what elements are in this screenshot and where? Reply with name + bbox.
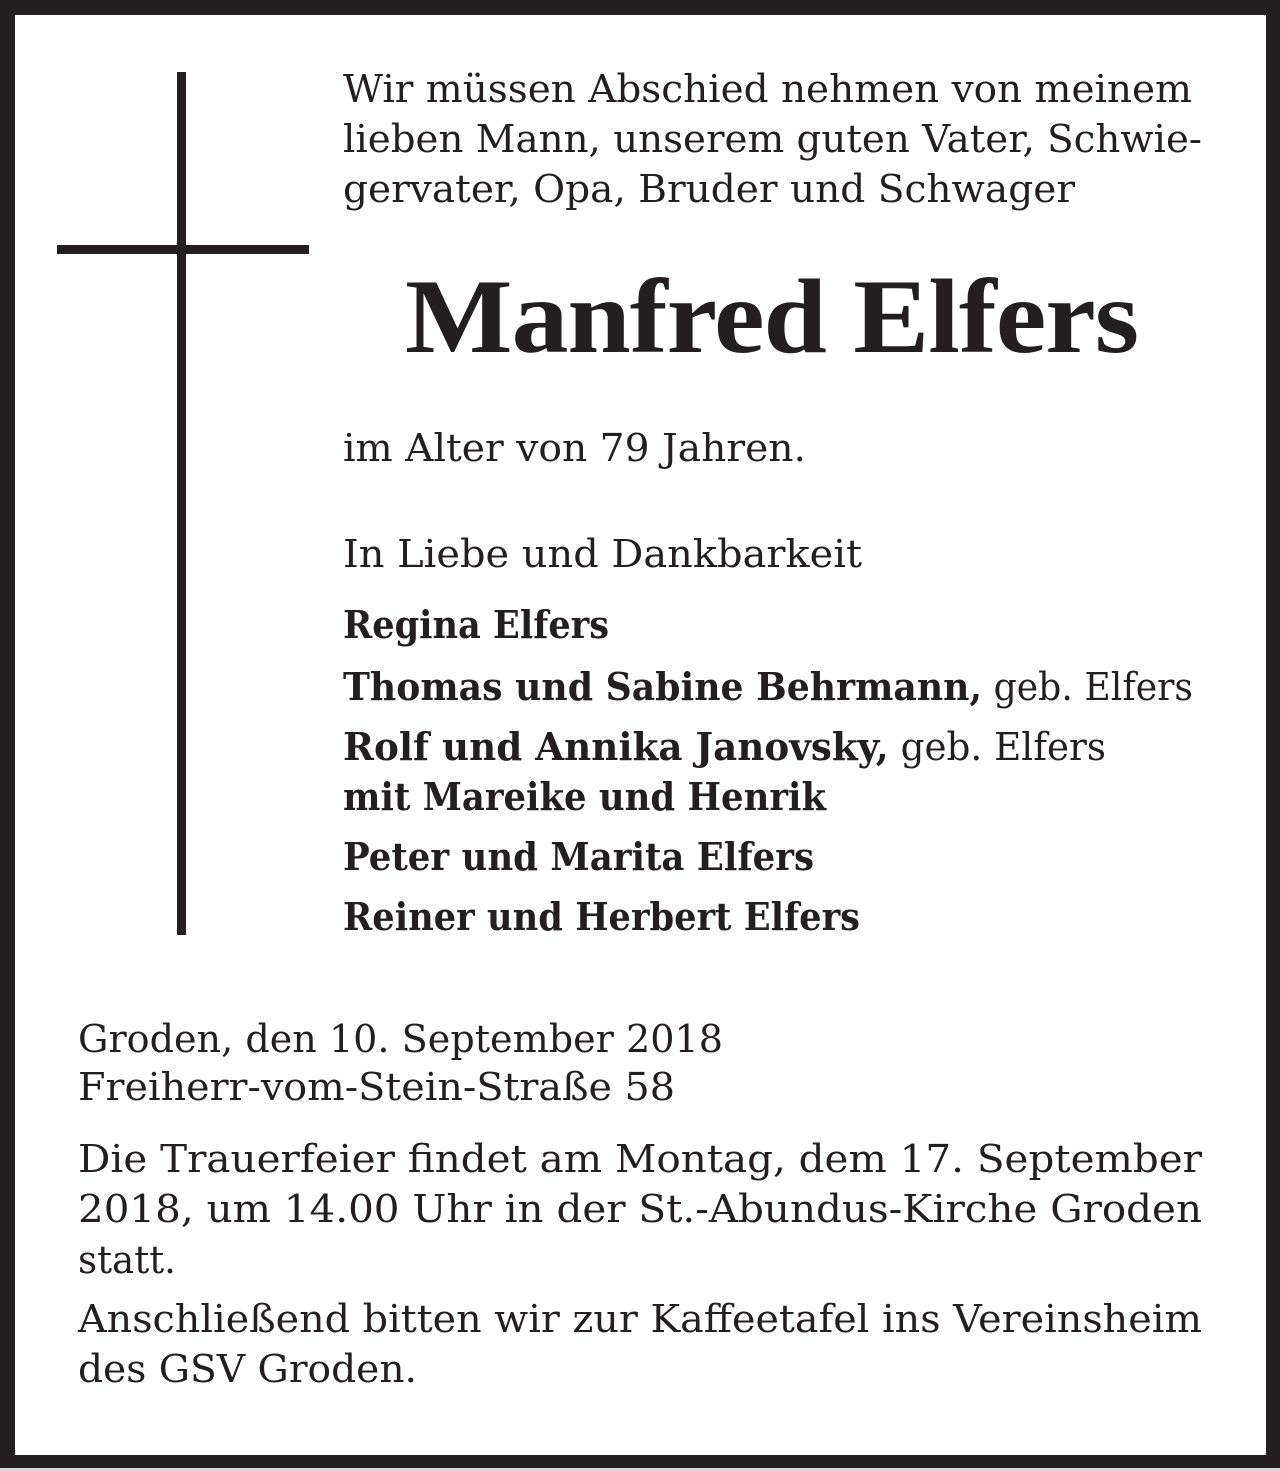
mourner-name: Rolf und Annika Janovsky, [343,723,889,769]
funeral-line: statt. [78,1237,176,1282]
closing-phrase: In Liebe und Dankbarkeit [343,531,862,576]
mourner-name: mit Mareike und Henrik [343,773,826,819]
maiden-name-suffix: geb. Elfers [888,724,1106,769]
reception-line: des GSV Groden. [78,1346,417,1391]
mourner-name: Reiner und Herbert Elfers [343,893,860,939]
intro-line: gervater, Opa, Bruder und Schwager [343,166,1075,211]
mourner-name: Peter und Marita Elfers [343,833,814,879]
mourner-name: Regina Elfers [343,601,609,647]
deceased-name: Manfred Elfers [405,257,1138,375]
mourner-line [343,833,814,879]
reception-line: Anschließend bitten wir zur Kaffeetafel ins Vereinsheim [78,1296,1202,1341]
place-date: Groden, den 10. September 2018 [78,1016,724,1061]
cross-horizontal-bar [57,245,309,254]
intro-line: Wir müssen Abschied nehmen von meinem [343,66,1192,111]
mourner-line [343,601,609,647]
age-line: im Alter von 79 Jahren. [343,425,806,470]
mourner-line [343,773,826,819]
mourner-name: Thomas und Sabine Behrmann, [343,663,983,709]
address: Freiherr-vom-Stein-Straße 58 [78,1064,675,1109]
maiden-name-suffix: geb. Elfers [982,664,1193,709]
mourner-line [343,663,1193,709]
mourner-line [343,893,860,939]
cross-vertical-bar [177,72,186,935]
intro-line: lieben Mann, unserem guten Vater, Schwie- [343,116,1202,161]
mourner-line [343,723,1106,769]
funeral-line: Die Trauerfeier findet am Montag, dem 17. September [78,1136,1202,1181]
funeral-line: 2018, um 14.00 Uhr in der St.-Abundus-Kirche Groden [78,1186,1202,1231]
